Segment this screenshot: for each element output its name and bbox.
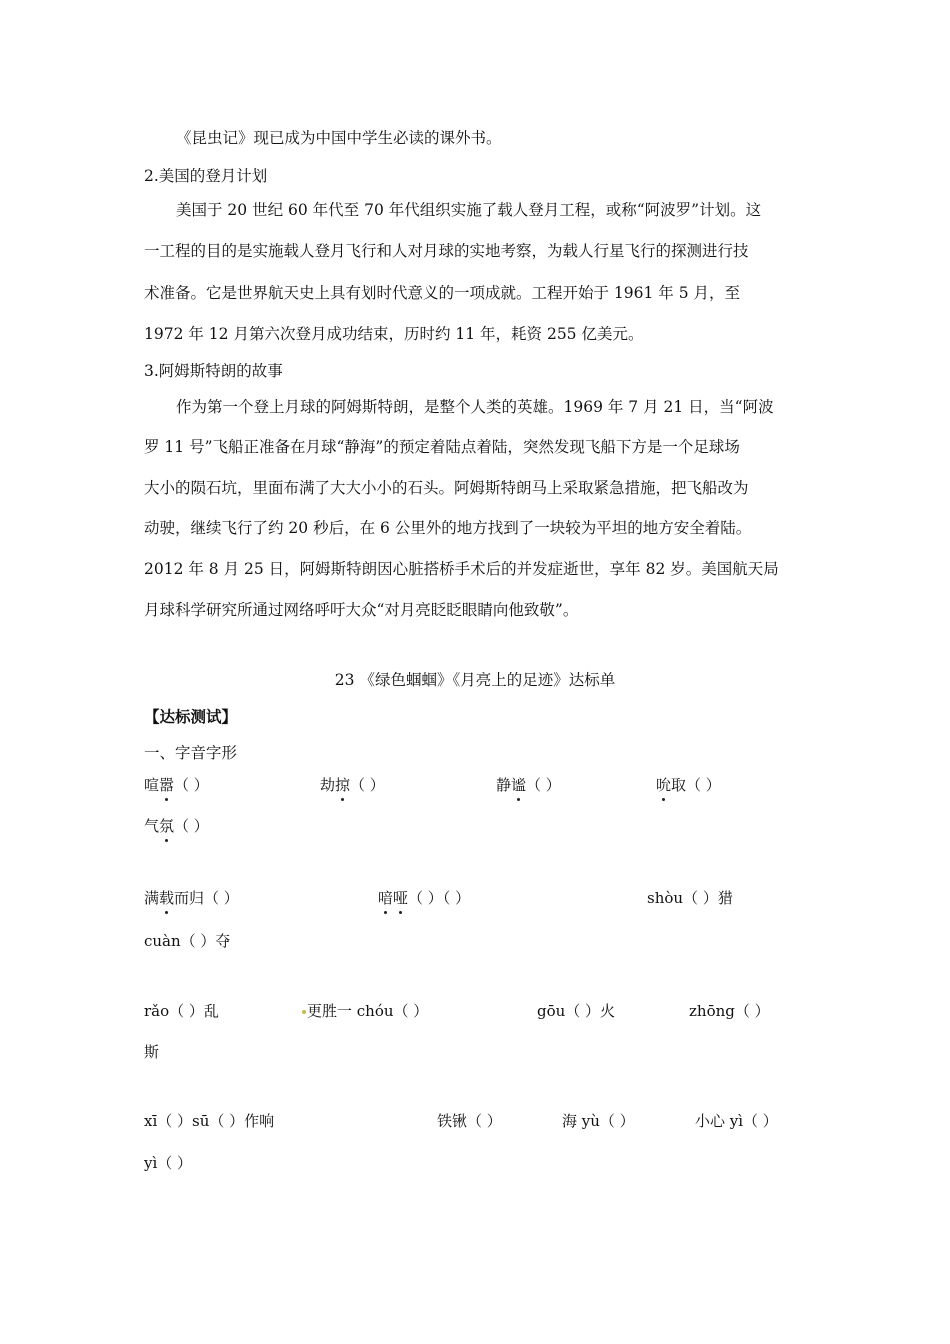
- pinyin-item-haiyu: 海 yù（ ）: [562, 1112, 635, 1130]
- pinyin-item-shoulie: shòu（ ）猎: [647, 889, 733, 907]
- pinyin-item-gouhuo: gōu（ ）火: [537, 1002, 616, 1020]
- stray-mark: [302, 1010, 306, 1014]
- test-heading: 【达标测试】: [144, 707, 238, 726]
- pinyin-item-xuanxiao: 喧嚣（ ）: [144, 776, 209, 794]
- section-2-line-1: 美国于 20 世纪 60 年代至 70 年代组织实施了载人登月工程，或称“阿波罗”计划。这: [176, 201, 762, 219]
- pinyin-item-cuanduo: cuàn（ ）夺: [144, 932, 231, 950]
- section-3-line-3: 大小的陨石坑，里面布满了大大小小的石头。阿姆斯特朗马上采取紧急措施，把飞船改为: [144, 479, 749, 497]
- pinyin-item-manzaiergui: 满载而归（ ）: [144, 889, 239, 907]
- pinyin-item-zhongsi: zhōng（ ）: [689, 1002, 770, 1020]
- section-3-line-2: 罗 11 号”飞船正准备在月球“静海”的预定着陆点着陆，突然发现飞船下方是一个足球场: [144, 438, 740, 456]
- pinyin-item-qifen: 气氛（ ）: [144, 817, 209, 835]
- pinyin-item-raoluan: rǎo（ ）乱: [144, 1002, 219, 1020]
- section-3-line-1: 作为第一个登上月球的阿姆斯特朗，是整个人类的英雄。1969 年 7 月 21 日，当“阿波: [176, 398, 774, 416]
- pinyin-item-jielue: 劫掠（ ）: [320, 776, 385, 794]
- pinyin-item-xisu: xī（ ）sū（ ）作响: [144, 1112, 275, 1130]
- section-3-heading: 3.阿姆斯特朗的故事: [144, 362, 283, 380]
- worksheet-title: 23 《绿色蝈蝈》《月亮上的足迹》达标单: [334, 671, 616, 689]
- pinyin-item-shunqu: 吮取（ ）: [656, 776, 721, 794]
- pinyin-item-jingmi: 静谧（ ）: [496, 776, 561, 794]
- pinyin-item-yi: yì（ ）: [144, 1154, 193, 1172]
- section-2-line-2: 一工程的目的是实施载人登月飞行和人对月球的实地考察，为载人行星飞行的探测进行技: [144, 242, 749, 260]
- intro-sentence: 《昆虫记》现已成为中国中学生必读的课外书。: [176, 129, 502, 147]
- pinyin-item-xiaoxinyiyi: 小心 yì（ ）: [695, 1112, 778, 1130]
- pinyin-item-gengshengyichou: 更胜一 chóu（ ）: [301, 1001, 428, 1021]
- section-3-line-6: 月球科学研究所通过网络呼吁大众“对月亮眨眨眼睛向他致敬”。: [144, 601, 579, 619]
- section-3-line-5: 2012 年 8 月 25 日，阿姆斯特朗因心脏搭桥手术后的并发症逝世，享年 82 岁。美国航天局: [144, 560, 779, 578]
- section-2-line-4: 1972 年 12 月第六次登月成功结束，历时约 11 年，耗资 255 亿美元。: [144, 325, 644, 343]
- section-2-line-3: 术准备。它是世界航天史上具有划时代意义的一项成就。工程开始于 1961 年 5 月，至: [144, 284, 741, 302]
- section-3-line-4: 动驶，继续飞行了约 20 秒后，在 6 公里外的地方找到了一块较为平坦的地方安全着陆。: [144, 519, 752, 537]
- part-1-heading: 一、字音字形: [144, 744, 238, 762]
- section-2-heading: 2.美国的登月计划: [144, 167, 268, 185]
- pinyin-item-si: 斯: [144, 1043, 160, 1061]
- pinyin-item-yinya: 喑哑（ ）（ ）: [378, 889, 471, 907]
- pinyin-item-tieqiao: 铁锹（ ）: [437, 1112, 502, 1130]
